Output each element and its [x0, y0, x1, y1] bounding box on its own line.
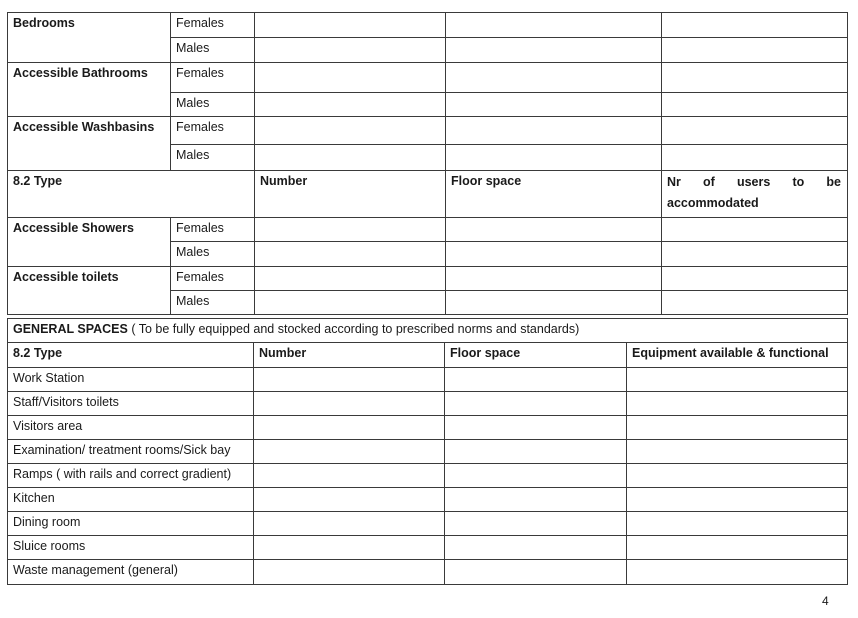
empty-cell	[446, 63, 662, 93]
empty-cell	[254, 512, 445, 536]
empty-cell	[446, 13, 662, 38]
item-dining-room: Dining room	[8, 512, 254, 536]
empty-cell	[255, 145, 446, 171]
row-label-accessible-toilets: Accessible toilets	[8, 267, 171, 315]
empty-cell	[446, 117, 662, 145]
sub-males: Males	[171, 38, 255, 63]
empty-cell	[254, 536, 445, 560]
empty-cell	[446, 218, 662, 242]
empty-cell	[446, 93, 662, 117]
header-users	[662, 171, 848, 218]
empty-cell	[255, 117, 446, 145]
empty-cell	[446, 145, 662, 171]
general-spaces-title-bold: GENERAL SPACES	[13, 322, 128, 336]
empty-cell	[627, 488, 848, 512]
empty-cell	[445, 560, 627, 585]
item-waste-management: Waste management (general)	[8, 560, 254, 585]
empty-cell	[446, 267, 662, 291]
empty-cell	[254, 416, 445, 440]
empty-cell	[255, 13, 446, 38]
empty-cell	[445, 464, 627, 488]
facilities-table	[7, 12, 848, 315]
empty-cell	[255, 291, 446, 315]
general-spaces-table	[7, 318, 848, 585]
empty-cell	[662, 93, 848, 117]
empty-cell	[254, 440, 445, 464]
header-floor-space: Floor space	[445, 343, 627, 368]
row-label-bedrooms: Bedrooms	[8, 13, 171, 63]
empty-cell	[627, 440, 848, 464]
sub-females: Females	[171, 63, 255, 93]
empty-cell	[255, 267, 446, 291]
empty-cell	[445, 440, 627, 464]
empty-cell	[255, 218, 446, 242]
empty-cell	[627, 392, 848, 416]
item-sluice-rooms: Sluice rooms	[8, 536, 254, 560]
empty-cell	[662, 291, 848, 315]
empty-cell	[254, 560, 445, 585]
empty-cell	[627, 560, 848, 585]
sub-males: Males	[171, 291, 255, 315]
item-kitchen: Kitchen	[8, 488, 254, 512]
item-ramps: Ramps ( with rails and correct gradient)	[8, 464, 254, 488]
sub-females: Females	[171, 267, 255, 291]
sub-females: Females	[171, 13, 255, 38]
empty-cell	[662, 117, 848, 145]
sub-females: Females	[171, 117, 255, 145]
sub-females: Females	[171, 218, 255, 242]
empty-cell	[445, 392, 627, 416]
empty-cell	[445, 536, 627, 560]
sub-males: Males	[171, 145, 255, 171]
empty-cell	[445, 488, 627, 512]
empty-cell	[254, 464, 445, 488]
header-type: 8.2 Type	[8, 171, 255, 218]
header-type: 8.2 Type	[8, 343, 254, 368]
header-equipment: Equipment available & functional	[627, 343, 848, 368]
sub-males: Males	[171, 93, 255, 117]
empty-cell	[627, 464, 848, 488]
empty-cell	[255, 93, 446, 117]
row-label-accessible-showers: Accessible Showers	[8, 218, 171, 267]
empty-cell	[627, 536, 848, 560]
empty-cell	[445, 368, 627, 392]
empty-cell	[627, 368, 848, 392]
empty-cell	[662, 38, 848, 63]
row-label-accessible-bathrooms: Accessible Bathrooms	[8, 63, 171, 117]
item-examination-rooms: Examination/ treatment rooms/Sick bay	[8, 440, 254, 464]
header-number: Number	[254, 343, 445, 368]
page-number: 4	[822, 594, 829, 608]
empty-cell	[255, 242, 446, 267]
empty-cell	[446, 291, 662, 315]
item-work-station: Work Station	[8, 368, 254, 392]
empty-cell	[254, 488, 445, 512]
empty-cell	[662, 63, 848, 93]
general-spaces-title-rest: ( To be fully equipped and stocked according to prescribed norms and standards)	[127, 322, 580, 336]
header-floor-space: Floor space	[446, 171, 662, 218]
header-number: Number	[255, 171, 446, 218]
item-staff-visitors-toilets: Staff/Visitors toilets	[8, 392, 254, 416]
empty-cell	[662, 267, 848, 291]
empty-cell	[254, 368, 445, 392]
general-spaces-title	[8, 319, 848, 343]
empty-cell	[445, 416, 627, 440]
header-users-line1: Nr of users to be	[667, 175, 841, 189]
empty-cell	[662, 218, 848, 242]
sub-males: Males	[171, 242, 255, 267]
empty-cell	[255, 63, 446, 93]
row-label-accessible-washbasins: Accessible Washbasins	[8, 117, 171, 171]
empty-cell	[662, 242, 848, 267]
empty-cell	[662, 13, 848, 38]
empty-cell	[446, 242, 662, 267]
item-visitors-area: Visitors area	[8, 416, 254, 440]
empty-cell	[627, 512, 848, 536]
empty-cell	[627, 416, 848, 440]
empty-cell	[255, 38, 446, 63]
empty-cell	[445, 512, 627, 536]
header-users-line2: accommodated	[667, 196, 759, 210]
empty-cell	[254, 392, 445, 416]
empty-cell	[446, 38, 662, 63]
empty-cell	[662, 145, 848, 171]
